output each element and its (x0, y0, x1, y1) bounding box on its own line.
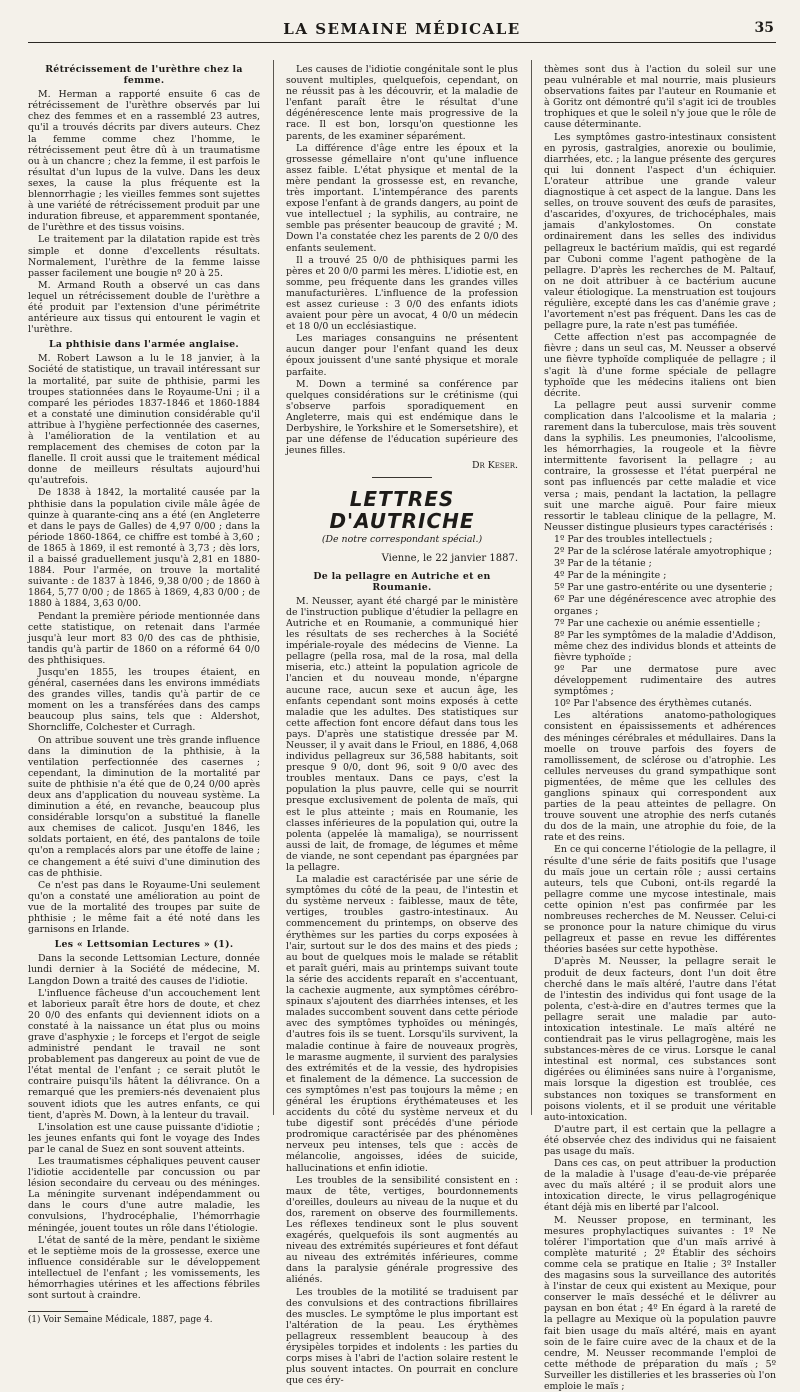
paragraph: On attribue souvent une très grande influence dans la diminution de la phthisie, à la ventilation perfectionnée des casernes ; cependant, la diminution de la mortalité par suite de phthisie n'a été que de 0,24 0/00 après deux ans d'application du nouveau système. La diminution a été, en revanche, beaucoup plus considérable lorsqu'on a substitué la flanelle aux chemises de calicot. Jusqu'en 1846, les soldats portaient, en été, des pantalons de toile qu'on a remplacés alors par une étoffe de laine ; ce changement a été suivi d'une diminution des cas de phthisie. (28, 734, 260, 879)
paragraph: Dans la seconde Lettsomian Lecture, donnée lundi dernier à la Société de médecine, M. Langdon Down a traité des causes de l'idiotie. (28, 953, 260, 987)
paragraph: M. Armand Routh a observé un cas dans lequel un rétrécissement double de l'urèthre a été produit par l'extension d'une périmétrite antérieure aux tissus qui entourent le vagin et l'urèthre. (28, 279, 260, 336)
paragraph: La maladie est caractérisée par une série de symptômes du côté de la peau, de l'intestin et du système nerveux : faiblesse, maux de tête, vertiges, troubles gastro-intestinaux. Au commencement du printemps, on observe des érythèmes sur les parties du corps exposées à l'air, surtout sur le dos des mains et des pieds ; au bout de quelques mois le malade se rétablit et paraît guéri, mais au printemps suivant toute la série des accidents reparaît en s'accentuant, la cachexie augmente, aux symptômes cérébro-spinaux s'ajoutent des diarrhées intenses, et les malades succombent souvent dans cette période avec des symptômes typhoïdes ou méningés, d'autres fois ils se tuent. Lorsqu'ils survivent, la maladie continue à faire de nouveaux progrès, le marasme augmente, il survient des paralysies des extrémités et de la vessie, des hydropisies et finalement de la démence. La succession de ces symptômes n'est pas toujours la même ; en général les éruptions érythémateuses et les accidents du côté du système nerveux et du tube digestif sont précédés d'une période prodromique caractérisée par des phénomènes nerveux peu intenses, tels que : accès de mélancolie, angoisses, idées de suicide, hallucinations et enfin idiotie. (286, 874, 518, 1174)
paragraph: Dans ces cas, on peut attribuer la production de la maladie à l'usage d'eau-de-vie préparée avec du maïs altéré ; il se produit alors une intoxication directe, le virus pellagrogénique étant déjà mis en liberté par l'alcool. (544, 1158, 776, 1214)
column-rule (531, 60, 532, 1115)
paragraph: Pendant la première période mentionnée dans cette statistique, on retenait dans l'armée jusqu'à leur mort 83 0/0 des cas de phthisie, tandis qu'à partir de 1860 on a réformé 64 0/0 des phthisiques. (28, 610, 260, 666)
paragraph: M. Down a terminé sa conférence par quelques considérations sur le crétinisme (qui s'observe parfois sporadiquement en Angleterre, mais qui est endémique dans le Derbyshire, le Yorkshire et le Somersetshire), et par une défense de l'éducation supérieure des jeunes filles. (286, 378, 518, 457)
column-2 (286, 64, 518, 1387)
column-rule (273, 60, 274, 1115)
paragraph: L'influence fâcheuse d'un accouchement lent et laborieux paraît être hors de doute, et chez 20 0/0 des enfants qui deviennent idiots on a constaté à la naissance un état plus ou moins grave d'asphyxie ; le forceps et l'ergot de seigle administré pendant le travail ne sont probablement pas dangereux au point de vue de l'état mental de l'enfant ; ce serait plutôt le contraire puisqu'ils hâtent la délivrance. On a remarqué que les premiers-nés devenaient plus souvent idiots que les autres enfants, ce qui tient, d'après M. Down, à la lenteur du travail. (28, 987, 260, 1121)
article-heading: La phthisie dans l'armée anglaise. (49, 339, 239, 351)
paragraph: M. Neusser propose, en terminant, les mesures prophylactiques suivantes : 1º Ne tolérer l'importation que d'un maïs arrivé à complète maturité ; 2º Établir des séchoirs comme cela se pratique en Italie ; 3º Installer des magasins sous la surveillance des autorités à l'instar de ceux qui existent au Mexique, pour conserver le maïs desséché et le délivrer au paysan en bon état ; 4º En égard à la rareté de la pellagre au Mexique où la population pauvre fait bien usage du maïs altéré, mais en ayant soin de le faire cuire avec de la chaux et de la cendre, M. Neusser recommande l'emploi de cette méthode de préparation du maïs ; 5º Surveiller les distilleries et les brasseries où l'on emploie le maïs ; (544, 1214, 776, 1392)
paragraph: Cette affection n'est pas accompagnée de fièvre ; dans un seul cas, M. Neusser a observé une fièvre typhoïde compliquée de pellagre ; il s'agit là d'une forme spéciale de pellagre typhoïde que les médecins italiens ont bien décrite. (544, 332, 776, 399)
list-item: 2º Par de la sclérose latérale amyotrophique ; (554, 546, 773, 558)
paragraph: Ce n'est pas dans le Royaume-Uni seulement qu'on a constaté une amélioration au point de vue de la mortalité des troupes par suite de phthisie ; le même fait a été noté dans les garnisons en Irlande. (28, 879, 260, 936)
journal-title: LA SEMAINE MÉDICALE (283, 20, 521, 38)
footnote: (1) Voir Semaine Médicale, 1887, page 4. (28, 1315, 213, 1326)
paragraph: M. Neusser, ayant été chargé par le ministère de l'instruction publique d'étudier la pellagre en Autriche et en Roumanie, a communiqué hier les résultats de ses recherches à la Société impériale-royale des médecins de Vienne. La pellagre (pella rosa, mal de la rosa, mal della miseria, etc.) atteint la population agricole de l'ancien et du nouveau monde, n'épargne aucune race, aucun sexe et aucun âge, les enfants cependant sont moins exposés à cette maladie que les adultes. Des statistiques sur cette affection font encore défaut dans tous les pays. D'après une statistique dressée par M. Neusser, il y avait dans le Frioul, en 1886, 4,068 individus pellagreux sur 36,588 habitants, soit presque 9 0/0, dont 96, soit 9 0/0 avec des troubles mentaux. Dans ce pays, c'est la population la plus pauvre, celle qui se nourrit presque exclusivement de polenta de maïs, qui est le plus atteinte ; mais en Roumanie, les classes inférieures de la population qui, outre la polenta (appelée là mamaliga), se nourrissent aussi de lait, de fromage, de légumes et même de viande, ne sont cependant pas épargnées par la pellagre. (286, 595, 518, 873)
section-subtitle: (De notre correspondant spécial.) (321, 534, 483, 546)
paragraph: Le traitement par la dilatation rapide est très simple et donne d'excellents résultats. Normalement, l'urèthre de la femme laisse passer facilement une bougie nº 20 à 25. (28, 234, 260, 279)
paragraph: D'après M. Neusser, la pellagre serait le produit de deux facteurs, dont l'un doit être cherché dans le maïs altéré, l'autre dans l'état de l'intestin des individus qui font usage de la polenta, c'est-à-dire en d'autres termes que la pellagre serait une maladie par auto-intoxication intestinale. Le maïs altéré ne contiendrait pas le virus pellagrogène, mais les substances-mères de ce virus. Lorsque le canal intestinal est normal, ces substances sont digérées ou éliminées sans nuire à l'organisme, mais lorsque la digestion est troublée, ces substances non toxiques se transforment en poisons violents, et il se produit une véritable auto-intoxication. (544, 956, 776, 1123)
paragraph: De 1838 à 1842, la mortalité causée par la phthisie dans la population civile mâle âgée de quinze à quarante-cinq ans a été (en Angleterre et dans le pays de Galles) de 4,97 0/00 ; dans la période 1860-1864, ce chiffre est tombé à 3,60 ; de 1865 à 1869, il est remonté à 3,73 ; dès lors, il a baissé graduellement jusqu'à 2,81 en 1880-1884. Pour l'armée, on trouve la mortalité suivante : de 1837 à 1846, 9,38 0/00 ; de 1860 à 1864, 5,77 0/00 ; de 1865 à 1869, 4,83 0/00 ; de 1880 à 1884, 3,63 0/00. (28, 487, 260, 610)
paragraph: La pellagre peut aussi survenir comme complication dans l'alcoolisme et la malaria ; rarement dans la tuberculose, mais très souvent dans la syphilis. Les pneumonies, l'alcoolisme, les hémorrhagies, la rougeole et la fièvre intermittente favorisent la pellagre ; au contraire, la grossesse et l'état puerpéral ne sont pas influencés par cette maladie et vice versa ; mais, pendant la lactation, la pellagre suit une marche aiguë. Pour faire mieux ressortir le tableau clinique de la pellagre, M. Neusser distingue plusieurs types caractérisés : (544, 399, 776, 533)
list-item: 1º Par des troubles intellectuels ; (554, 533, 713, 545)
paragraph: L'état de santé de la mère, pendant le sixième et le septième mois de la grossesse, exerce une influence considérable sur le développement intellectuel de l'enfant ; les vomissements, les hémorrhagies utérines et les affections fébriles sont surtout à craindre. (28, 1234, 260, 1302)
paragraph: En ce qui concerne l'étiologie de la pellagre, il résulte d'une série de faits positifs que l'usage du maïs joue un certain rôle ; aussi certains auteurs, tels que Cuboni, ont-ils regardé la pellagre comme une mycose intestinale, mais cette opinion n'est pas confirmée par les nombreuses recherches de M. Neusser. Celui-ci se prononce pour la nature chimique du virus pellagreux et passe en revue les différentes théories basées sur cette hypothèse. (544, 844, 776, 956)
paragraph: Les symptômes gastro-intestinaux consistent en pyrosis, gastralgies, anorexie ou boulimie, diarrhées, etc. ; la langue présente des gerçures qui lui donnent l'aspect d'un échiquier. L'orateur attribue une grande valeur diagnostique à cet aspect de la langue. Dans les selles, on trouve souvent des œufs de parasites, d'ascarides, d'oxyures, de trichocéphales, mais jamais d'ankylostomes. On constate ordinairement dans les selles des individus pellagreux le bactérium maïdis, qui est regardé par Cuboni comme l'agent pathogène de la pellagre. D'après les recherches de M. Paltauf, on ne doit attribuer à ce bactérium aucune valeur étiologique. La menstruation est toujours régulière, excepté dans les cas d'anémie grave ; l'avortement n'est pas fréquent. Dans les cas de pellagre pure, la rate n'est pas tuméfiée. (544, 131, 776, 332)
page-number: 35 (754, 20, 774, 36)
paragraph: Les causes de l'idiotie congénitale sont le plus souvent multiples, quelquefois, cependant, on ne réussit pas à les découvrir, et la maladie de l'enfant paraît être le résultat d'une dégénérescence lente mais progressive de la race. Il est bon, lorsqu'on questionne les parents, de les examiner séparément. (286, 64, 518, 142)
paragraph: Il a trouvé 25 0/0 de phthisiques parmi les pères et 20 0/0 parmi les mères. L'idiotie est, en somme, peu fréquente dans les grandes villes manufacturières. L'influence de la profession est assez curieuse : 3 0/0 des enfants idiots avaient pour père un avocat, 4 0/0 un médecin et 18 0/0 un ecclésiastique. (286, 254, 518, 333)
list-item: 5º Par une gastro-entérite ou une dysenterie ; (554, 582, 773, 594)
paragraph: Jusqu'en 1855, les troupes étaient, en général, casernées dans les environs immédiats des grandes villes, tandis qu'à partir de ce moment on les a transférées dans des camps beaucoup plus sains, tels que : Aldershot, Shorncliffe, Colchester et Curragh. (28, 666, 260, 734)
list-item: 3º Par de la tétanie ; (554, 558, 652, 570)
list-item: 10º Par l'absence des érythèmes cutanés. (554, 698, 752, 710)
footnote-rule (28, 1311, 88, 1312)
paragraph: Les traumatismes céphaliques peuvent causer l'idiotie accidentelle par concussion ou par lésion secondaire du cerveau ou des méninges. La méningite survenant indépendamment ou dans le cours d'une autre maladie, les convulsions, l'hydrocéphalie, l'hémorrhagie méningée, jouent toutes un rôle dans l'étiologie. (28, 1156, 260, 1234)
list-item: 6º Par une dégénérescence avec atrophie des organes ; (554, 594, 776, 617)
newspaper-page (28, 0, 776, 1392)
type-list (544, 534, 776, 709)
article-heading: Les « Lettsomian Lectures » (1). (54, 939, 234, 951)
list-item: 7º Par une cachexie ou anémie essentielle ; (554, 617, 761, 629)
paragraph: Les mariages consanguins ne présentent aucun danger pour l'enfant quand les deux époux jouissent d'une santé physique et morale parfaite. (286, 333, 518, 378)
dateline: Vienne, le 22 janvier 1887. (381, 553, 518, 565)
paragraph: Les troubles de la sensibilité consistent en : maux de tête, vertiges, bourdonnements d'oreilles, douleurs au niveau de la nuque et du dos, rarement on observe des fourmillements. Les réflexes tendineux sont le plus souvent exagérés, quelquefois ils sont augmentés au niveau des extrémités supérieures et font défaut au niveau des extrémités inférieures, comme dans la paralysie générale progressive des aliénés. (286, 1174, 518, 1286)
paragraph: M. Herman a rapporté ensuite 6 cas de rétrécissement de l'urèthre observés par lui chez des femmes et en a rassemblé 23 autres, qu'il a trouvés décrits par divers auteurs. Chez la femme comme chez l'homme, le rétrécissement peut être dû à un traumatisme ou à un chancre ; chez la femme, il est parfois le résultat d'un lupus de la vulve. Dans les deux sexes, la cause la plus fréquente est la blennorrhagie ; les vieilles femmes sont sujettes à une variété de rétrécissement produit par une induration fibreuse, et apparemment spontanée, de l'urèthre et des tissus voisins. (28, 89, 260, 234)
section-divider (372, 477, 432, 478)
paragraph: Les troubles de la motilité se traduisent par des convulsions et des contractions fibrillaires des muscles. Le symptôme le plus important est l'altération de la peau. Les érythèmes pellagreux ressemblent beaucoup à des érysipèles torpides et indolents : les parties du corps mises à l'abri de l'action solaire restent le plus souvent intactes. On pourrait en conclure que ces éry- (286, 1286, 518, 1387)
column-3 (544, 64, 776, 1392)
paragraph: M. Robert Lawson a lu le 18 janvier, à la Société de statistique, un travail intéressant sur la mortalité, par suite de phthisie, parmi les troupes stationnées dans le Royaume-Uni ; il a comparé les périodes 1837-1846 et 1860-1884 et a constaté une diminution considérable qu'il attribue à l'hygiène perfectionnée des casernes, à l'amélioration de la ventilation et au remplacement des chemises de coton par la flanelle. Il croit aussi que le traitement médical donne de meilleurs résultats aujourd'hui qu'autrefois. (28, 353, 260, 487)
running-head (28, 16, 776, 43)
paragraph: D'autre part, il est certain que la pellagre a été observée chez des individus qui ne faisaient pas usage du maïs. (544, 1123, 776, 1157)
paragraph: La différence d'âge entre les époux et la grossesse gémellaire n'ont qu'une influence assez faible. L'état physique et mental de la mère pendant la grossesse est, en revanche, très important. L'intempérance des parents expose l'enfant à de grands dangers, au point de vue intellectuel ; la syphilis, au contraire, ne semble pas présenter beaucoup de gravité ; M. Down l'a constatée chez les parents de 2 0/0 des enfants seulement. (286, 142, 518, 254)
list-item: 9º Par une dermatose pure avec développement rudimentaire des autres symptômes ; (554, 663, 776, 698)
section-title: LETTRES D'AUTRICHE (329, 487, 475, 534)
paragraph: thèmes sont dus à l'action du soleil sur une peau vulnérable et mal nourrie, mais plusieurs observations faites par l'auteur en Roumanie et à Goritz ont démontré qu'il s'agit ici de troubles trophiques et que le soleil n'y joue que le rôle de cause déterminante. (544, 64, 776, 131)
article-heading: Rétrécissement de l'urèthre chez la femme. (45, 64, 243, 87)
article-heading: De la pellagre en Autriche et en Roumanie. (313, 570, 491, 593)
list-item: 4º Par de la méningite ; (554, 570, 667, 582)
paragraph: Les altérations anatomo-pathologiques consistent en épaississements et adhérences des méninges cérébrales et médullaires. Dans la moelle on trouve parfois des foyers de ramollissement, de sclérose ou d'atrophie. Les cellules nerveuses du grand sympathique sont pigmentées, de même que les cellules des ganglions spinaux qui correspondent aux parties de la peau atteintes de pellagre. On trouve souvent une atrophie des nerfs cutanés du dos de la main, une atrophie du foie, de la rate et des reins. (544, 710, 776, 844)
author-signature: Dr Keser. (471, 460, 518, 472)
list-item: 8º Par les symptômes de la maladie d'Addison, même chez des individus blonds et atteints de fièvre typhoïde ; (554, 629, 776, 663)
paragraph: L'insolation est une cause puissante d'idiotie ; les jeunes enfants qui font le voyage des Indes par le canal de Suez en sont souvent atteints. (28, 1121, 260, 1155)
column-1 (28, 64, 260, 1326)
